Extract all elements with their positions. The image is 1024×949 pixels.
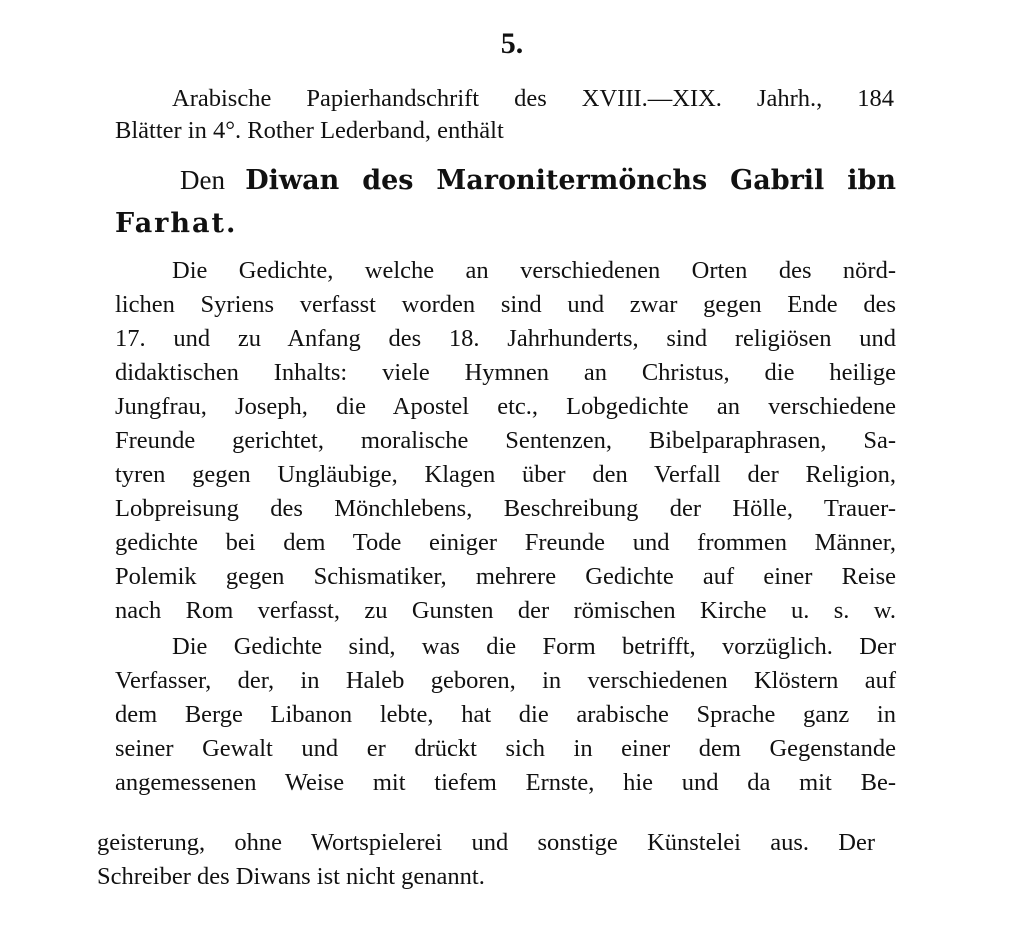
paragraph-1-line: gedichte bei dem Tode einiger Freunde und frommen Männer, [115,529,896,556]
paragraph-1-line: didaktischen Inhalts: viele Hymnen an Christus, die heilige [115,359,896,386]
title-line-2: Farhat. [115,208,238,239]
paragraph-2-line: angemessenen Weise mit tiefem Ernste, hie und da mit Be- [115,769,896,796]
paragraph-1-line: lichen Syriens verfasst worden sind und zwar gegen Ende des [115,291,896,318]
paragraph-1-line: nach Rom verfasst, zu Gunsten der römischen Kirche u. s. w. [115,597,896,624]
paragraph-1-line: Jungfrau, Joseph, die Apostel etc., Lobgedichte an verschiedene [115,393,896,420]
intro-line-2: Blätter in 4°. Rother Lederband, enthält [115,117,504,144]
paragraph-1-line: Freunde gerichtet, moralische Sentenzen, Bibelparaphrasen, Sa- [115,427,896,454]
paragraph-1-line: 17. und zu Anfang des 18. Jahrhunderts, sind religiösen und [115,325,896,352]
paragraph-2-continued-line: Schreiber des Diwans ist nicht genannt. [97,863,485,890]
title-bold: Diwan des Maronitermönchs Gabril ibn [245,165,896,196]
title-prefix: Den [180,165,225,195]
page-number: 5. [500,27,524,60]
paragraph-1-line: Lobpreisung des Mönchlebens, Beschreibung der Hölle, Trauer- [115,495,896,522]
title-line-1 [180,162,896,199]
paragraph-2-line: Verfasser, der, in Haleb geboren, in verschiedenen Klöstern auf [115,667,896,694]
paragraph-2-line: dem Berge Libanon lebte, hat die arabische Sprache ganz in [115,701,896,728]
paragraph-1-line: tyren gegen Ungläubige, Klagen über den Verfall der Religion, [115,461,896,488]
paragraph-2-line: seiner Gewalt und er drückt sich in einer dem Gegenstande [115,735,896,762]
paragraph-2-line: Die Gedichte sind, was die Form betrifft, vorzüglich. Der [172,633,896,660]
paragraph-1-line: Die Gedichte, welche an verschiedenen Orten des nörd- [172,257,896,284]
paragraph-2-continued-line: geisterung, ohne Wortspielerei und sonstige Künstelei aus. Der [97,829,875,856]
intro-line-1: Arabische Papierhandschrift des XVIII.—XIX. Jahrh., 184 [172,85,894,112]
paragraph-1-line: Polemik gegen Schismatiker, mehrere Gedichte auf einer Reise [115,563,896,590]
